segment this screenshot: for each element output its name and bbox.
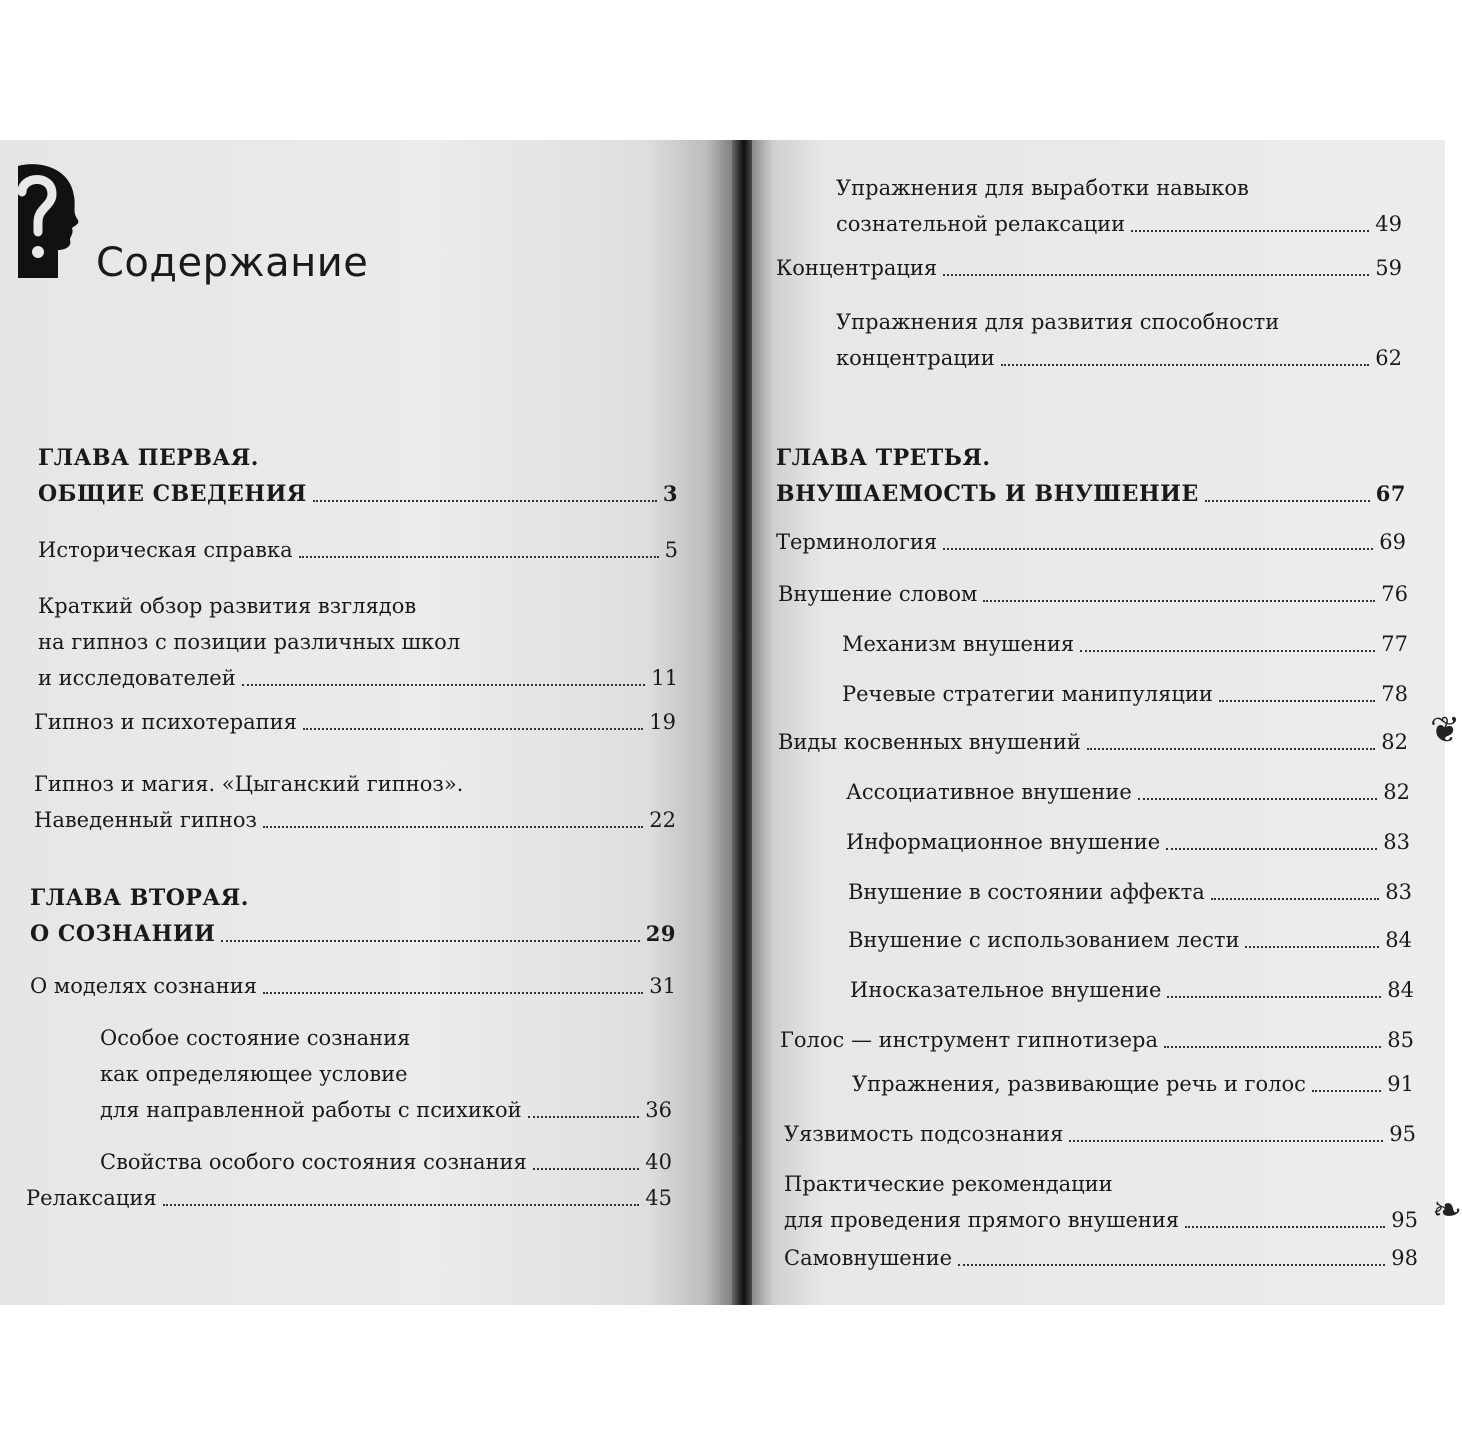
page-number: 76 — [1381, 582, 1408, 606]
toc-entry-line: для направленной работы с психикой — [100, 1098, 522, 1122]
dot-leader — [1166, 848, 1377, 850]
margin-ornament-icon: ❧ — [1432, 1190, 1462, 1231]
toc-entry — [38, 532, 678, 568]
toc-entry-line: Наведенный гипноз — [34, 808, 257, 832]
toc-entry — [836, 304, 1402, 376]
dot-leader — [1001, 364, 1369, 366]
page-number: 31 — [649, 974, 676, 998]
dot-leader — [221, 940, 639, 942]
toc-entry-line: и исследователей — [38, 666, 236, 690]
page-number: 98 — [1391, 1246, 1418, 1270]
dot-leader — [242, 684, 646, 686]
chapter-heading — [776, 440, 1406, 512]
toc-entry-line: Гипноз и психотерапия — [34, 710, 297, 734]
toc-entry-line: сознательной релаксации — [836, 212, 1126, 236]
page-number: 95 — [1391, 1208, 1418, 1232]
page-number: 84 — [1385, 928, 1412, 952]
page-number: 45 — [645, 1186, 672, 1210]
toc-entry-line: Гипноз и магия. «Цыганский гипноз». — [34, 772, 464, 796]
toc-title: Содержание — [96, 240, 369, 286]
toc-entry-line: Упражнения для выработки навыков — [836, 176, 1249, 200]
toc-entry-line: Концентрация — [776, 256, 938, 280]
page-number: 82 — [1383, 780, 1410, 804]
page-number: 3 — [662, 481, 678, 506]
dot-leader — [1245, 946, 1379, 948]
toc-entry-line: для проведения прямого внушения — [784, 1208, 1180, 1232]
toc-entry — [30, 968, 676, 1004]
toc-entry — [784, 1116, 1416, 1152]
toc-entry — [784, 1166, 1418, 1238]
dot-leader — [1211, 898, 1380, 900]
toc-entry — [848, 874, 1412, 910]
left-page — [0, 140, 735, 1305]
toc-entry — [34, 766, 676, 838]
toc-entry-line: Особое состояние сознания — [100, 1026, 411, 1050]
page-number: 69 — [1379, 530, 1406, 554]
toc-entry — [38, 588, 678, 696]
page-number: 83 — [1385, 880, 1412, 904]
toc-entry-line: ГЛАВА ТРЕТЬЯ. — [776, 445, 991, 471]
toc-entry-line: концентрации — [836, 346, 995, 370]
dot-leader — [1185, 1226, 1385, 1228]
toc-entry-line: Краткий обзор развития взглядов — [38, 594, 417, 618]
toc-entry — [842, 676, 1408, 712]
page-number: 29 — [645, 921, 676, 946]
page-number: 5 — [664, 538, 678, 562]
page-number: 59 — [1375, 256, 1402, 280]
chapter-heading — [38, 440, 678, 512]
dot-leader — [313, 500, 657, 502]
toc-entry-line: Практические рекомендации — [784, 1172, 1113, 1196]
toc-entry-line: О моделях сознания — [30, 974, 257, 998]
toc-entry — [846, 774, 1410, 810]
question-head-logo-icon — [0, 162, 80, 282]
page-number: 83 — [1383, 830, 1410, 854]
dot-leader — [1080, 650, 1375, 652]
toc-entry-line: ГЛАВА ВТОРАЯ. — [30, 885, 249, 911]
dot-leader — [943, 274, 1369, 276]
page-number: 49 — [1375, 212, 1402, 236]
toc-entry-line: Свойства особого состояния сознания — [100, 1150, 527, 1174]
page-number: 36 — [645, 1098, 672, 1122]
toc-entry — [100, 1020, 672, 1128]
page-number: 82 — [1381, 730, 1408, 754]
toc-entry-line: Внушение с использованием лести — [848, 928, 1240, 952]
toc-entry-line: Иносказательное внушение — [850, 978, 1162, 1002]
toc-entry — [778, 576, 1408, 612]
page-number: 95 — [1389, 1122, 1416, 1146]
toc-entry-line: Ассоциативное внушение — [846, 780, 1132, 804]
page-number: 62 — [1375, 346, 1402, 370]
toc-entry-line: Голос — инструмент гипнотизера — [780, 1028, 1158, 1052]
toc-entry — [776, 250, 1402, 286]
dot-leader — [1312, 1090, 1381, 1092]
page-number: 78 — [1381, 682, 1408, 706]
toc-entry-line: О СОЗНАНИИ — [30, 921, 216, 947]
dot-leader — [983, 600, 1375, 602]
right-page — [752, 140, 1462, 1305]
dot-leader — [1219, 700, 1375, 702]
toc-entry-line: Речевые стратегии манипуляции — [842, 682, 1213, 706]
toc-entry-line: Информационное внушение — [846, 830, 1161, 854]
dot-leader — [163, 1204, 640, 1206]
dot-leader — [943, 548, 1373, 550]
toc-entry-line: Упражнения, развивающие речь и голос — [852, 1072, 1306, 1096]
toc-entry — [784, 1240, 1418, 1276]
toc-entry-line: ГЛАВА ПЕРВАЯ. — [38, 445, 259, 471]
toc-entry — [848, 922, 1412, 958]
dot-leader — [1164, 1046, 1381, 1048]
toc-entry-line: Виды косвенных внушений — [778, 730, 1081, 754]
book-spread — [0, 140, 1462, 1305]
dot-leader — [1167, 996, 1381, 998]
toc-entry-line: Самовнушение — [784, 1246, 953, 1270]
page-number: 91 — [1387, 1072, 1414, 1096]
toc-entry-line: Уязвимость подсознания — [784, 1122, 1064, 1146]
toc-entry — [850, 972, 1414, 1008]
dot-leader — [1087, 748, 1375, 750]
toc-entry-line: Историческая справка — [38, 538, 293, 562]
dot-leader — [528, 1116, 640, 1118]
page-number: 67 — [1375, 481, 1406, 506]
dot-leader — [1131, 230, 1369, 232]
page-number: 11 — [651, 666, 678, 690]
toc-entry-line: Внушение словом — [778, 582, 978, 606]
dot-leader — [1069, 1140, 1383, 1142]
dot-leader — [263, 826, 643, 828]
toc-entry — [26, 1180, 672, 1216]
dot-leader — [1205, 500, 1370, 502]
toc-entry — [836, 170, 1402, 242]
dot-leader — [303, 728, 643, 730]
toc-entry — [34, 704, 676, 740]
dot-leader — [263, 992, 643, 994]
toc-entry-line: Терминология — [776, 530, 938, 554]
page-number: 22 — [649, 808, 676, 832]
chapter-heading — [30, 880, 676, 952]
toc-entry — [100, 1144, 672, 1180]
page-number: 84 — [1387, 978, 1414, 1002]
page-number: 19 — [649, 710, 676, 734]
toc-entry — [846, 824, 1410, 860]
dot-leader — [533, 1168, 639, 1170]
margin-ornament-icon: ❦ — [1430, 710, 1461, 751]
toc-entry — [842, 626, 1408, 662]
toc-entry-line: ВНУШАЕМОСТЬ И ВНУШЕНИЕ — [776, 481, 1199, 507]
toc-entry-line: Упражнения для развития способности — [836, 310, 1280, 334]
toc-entry — [776, 524, 1406, 560]
toc-entry — [852, 1066, 1414, 1102]
toc-entry-line: Релаксация — [26, 1186, 157, 1210]
toc-entry-line: ОБЩИЕ СВЕДЕНИЯ — [38, 481, 307, 507]
page-number: 77 — [1381, 632, 1408, 656]
toc-entry-line: как определяющее условие — [100, 1062, 408, 1086]
toc-entry-line: Внушение в состоянии аффекта — [848, 880, 1205, 904]
dot-leader — [1138, 798, 1377, 800]
dot-leader — [299, 556, 659, 558]
toc-entry-line: Механизм внушения — [842, 632, 1075, 656]
page-number: 85 — [1387, 1028, 1414, 1052]
toc-entry — [780, 1022, 1414, 1058]
dot-leader — [958, 1264, 1385, 1266]
toc-entry-line: на гипноз с позиции различных школ — [38, 630, 461, 654]
book-gutter — [732, 140, 754, 1305]
page-number: 40 — [645, 1150, 672, 1174]
toc-entry — [778, 724, 1408, 760]
